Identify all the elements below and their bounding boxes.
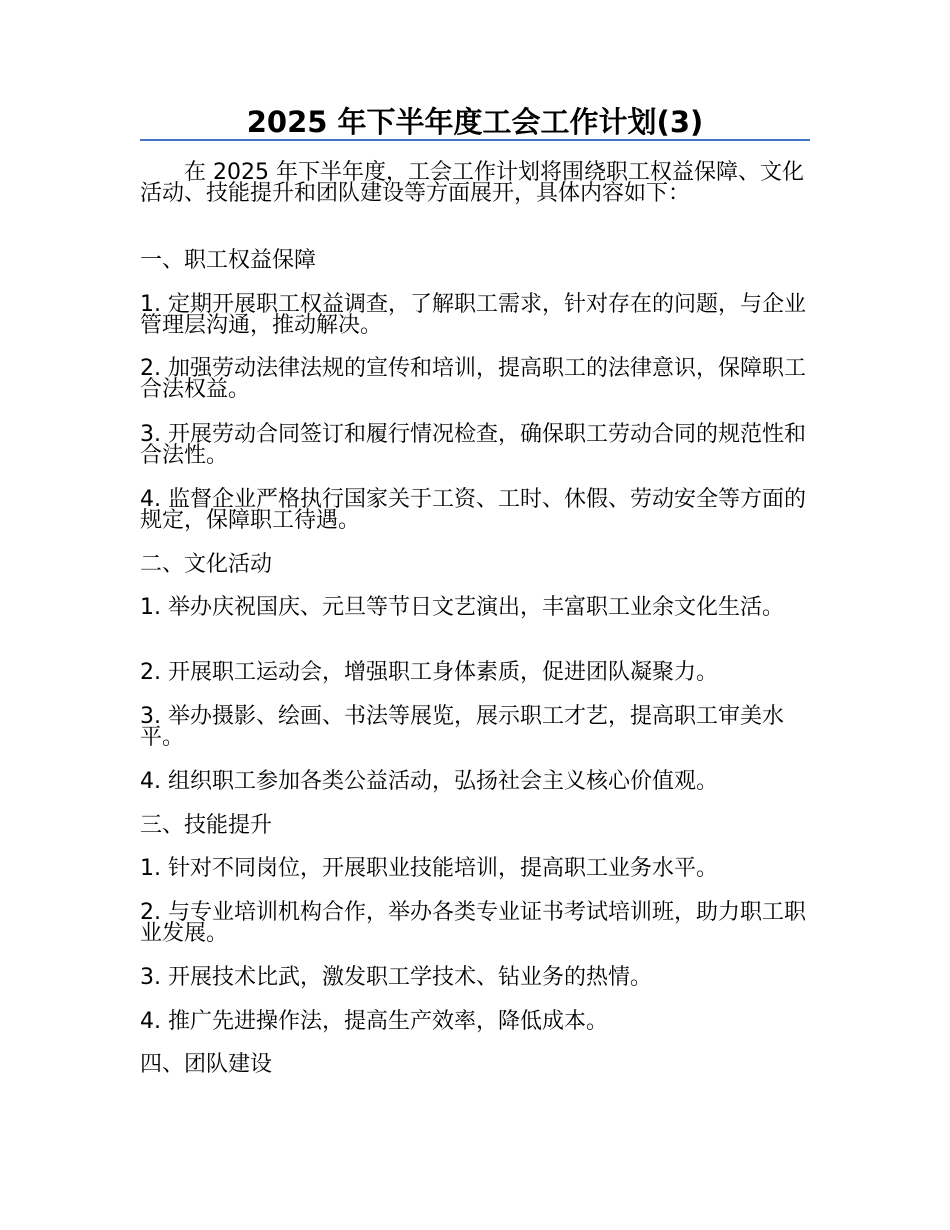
skills-item-1: 1. 针对不同岗位，开展职业技能培训，提高职工业务水平。 bbox=[140, 856, 718, 881]
title-underline bbox=[140, 139, 810, 141]
rights-item-1: 1. 定期开展职工权益调查，了解职工需求，针对存在的问题，与企业管理层沟通，推动解决。 bbox=[140, 292, 806, 338]
skills-item-2: 2. 与专业培训机构合作，举办各类专业证书考试培训班，助力职工职业发展。 bbox=[140, 900, 806, 946]
culture-item-3: 3. 举办摄影、绘画、书法等展览，展示职工才艺，提高职工审美水平。 bbox=[140, 704, 784, 750]
page-title: 2025 年下半年度工会工作计划(3) bbox=[246, 105, 704, 139]
skills-item-3: 3. 开展技术比武，激发职工学技术、钻业务的热情。 bbox=[140, 965, 652, 990]
section-heading-skills: 三、技能提升 bbox=[140, 813, 273, 838]
section-heading-team: 四、团队建设 bbox=[140, 1052, 273, 1077]
rights-item-3: 3. 开展劳动合同签订和履行情况检查，确保职工劳动合同的规范性和合法性。 bbox=[140, 422, 806, 468]
culture-item-2: 2. 开展职工运动会，增强职工身体素质，促进团队凝聚力。 bbox=[140, 660, 718, 685]
section-heading-culture: 二、文化活动 bbox=[140, 552, 273, 577]
culture-item-4: 4. 组织职工参加各类公益活动，弘扬社会主义核心价值观。 bbox=[140, 769, 718, 794]
rights-item-4: 4. 监督企业严格执行国家关于工资、工时、休假、劳动安全等方面的规定，保障职工待遇。 bbox=[140, 487, 806, 533]
skills-item-4: 4. 推广先进操作法，提高生产效率，降低成本。 bbox=[140, 1009, 608, 1034]
rights-item-2: 2. 加强劳动法律法规的宣传和培训，提高职工的法律意识，保障职工合法权益。 bbox=[140, 356, 806, 402]
intro-paragraph: 在 2025 年下半年度，工会工作计划将围绕职工权益保障、文化活动、技能提升和团队建设等方面展开，具体内容如下： bbox=[140, 160, 804, 206]
section-heading-rights: 一、职工权益保障 bbox=[140, 248, 317, 273]
culture-item-1: 1. 举办庆祝国庆、元旦等节日文艺演出，丰富职工业余文化生活。 bbox=[140, 595, 784, 620]
